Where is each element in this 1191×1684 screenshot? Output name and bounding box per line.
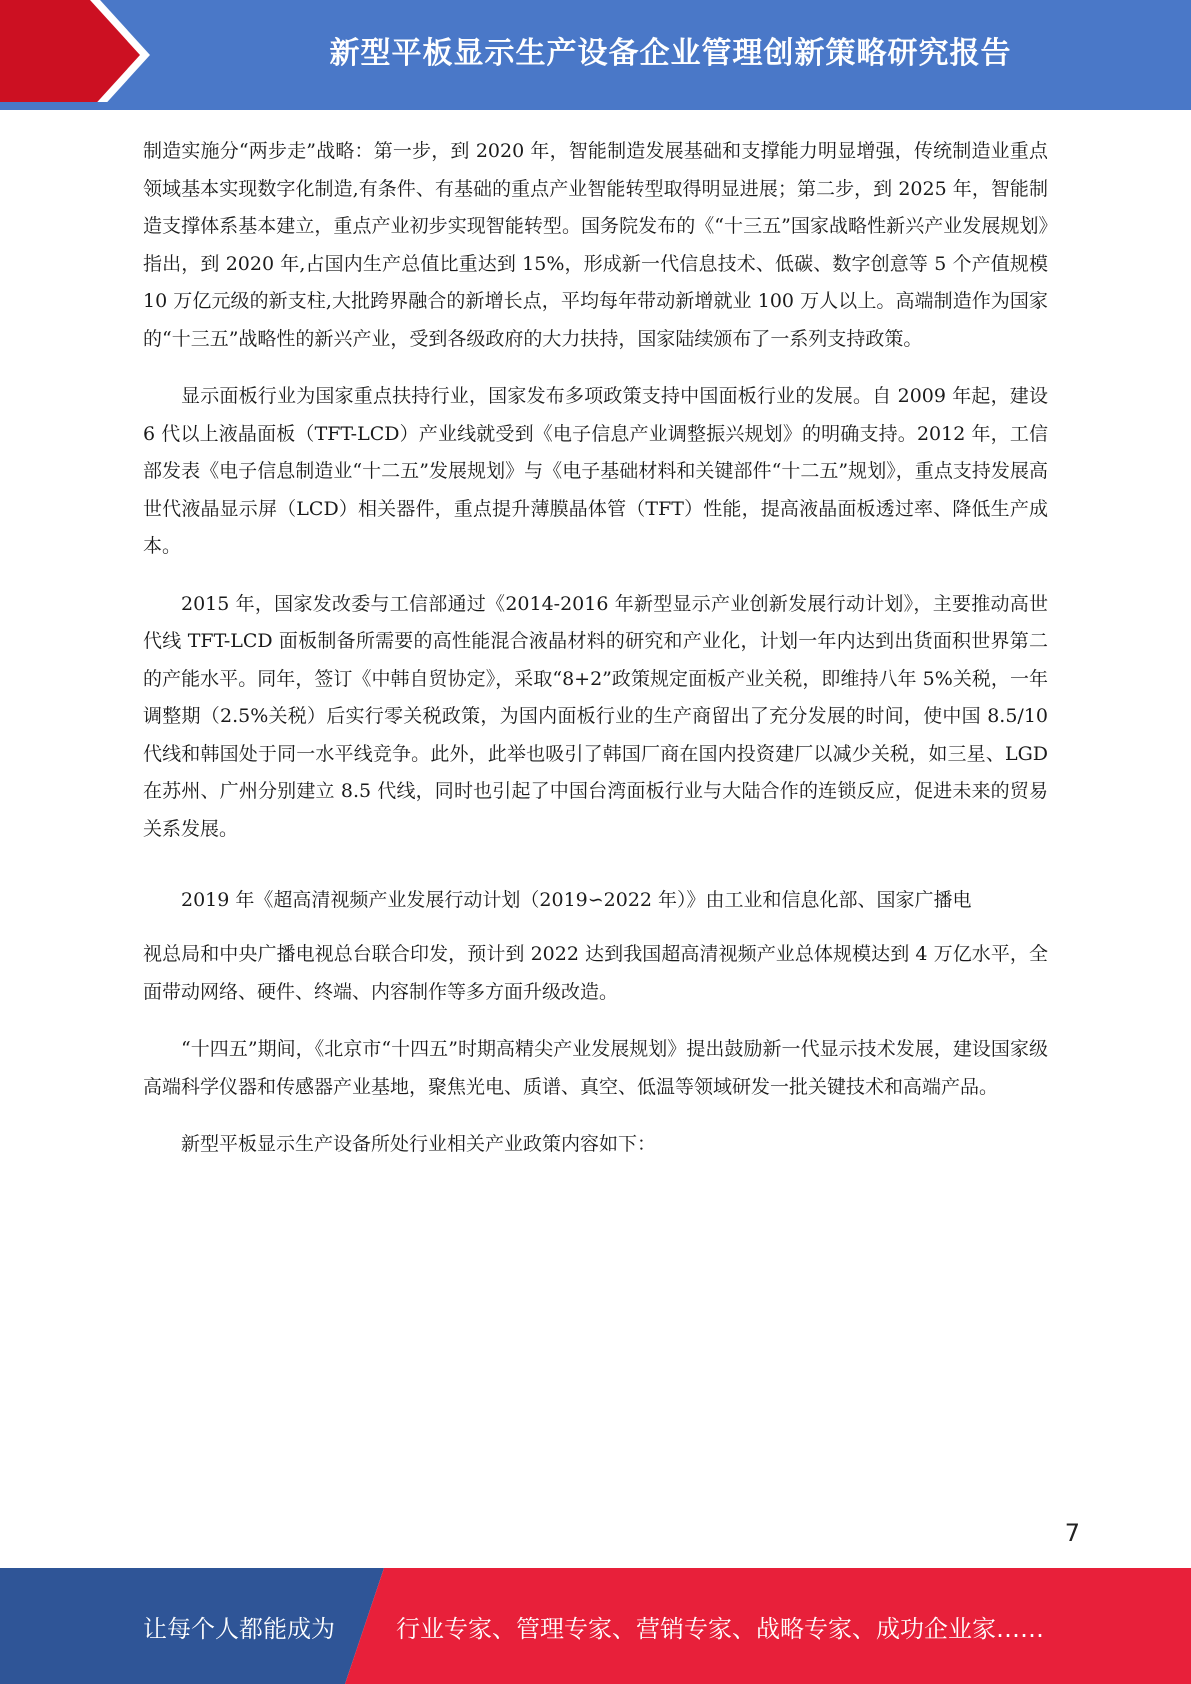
paragraph-display-panel-support: 显示面板行业为国家重点扶持行业，国家发布多项政策支持中国面板行业的发展。自 2009 年起，建设 6 代以上液晶面板（TFT-LCD）产业线就受到《电子信息产业调整振兴规划》的明确支持。2012 年，工信部发表《电子信息制造业“十二五”发展规划》与《电子基础材料和关键部件“十二五”规划》，重点支持发展高世代液晶显示屏（LCD）相关器件，重点提升薄膜晶体管（TFT）性能，提高液晶面板透过率、降低生产成本。 — [143, 385, 1048, 557]
footer-slogan-left: 让每个人都能成为 — [143, 1614, 335, 1643]
footer-banner — [0, 1568, 1191, 1684]
paragraph-14th-five-year: “十四五”期间，《北京市“十四五”时期高精尖产业发展规划》提出鼓励新一代显示技术发展，建设国家级高端科学仪器和传感器产业基地，聚焦光电、质谱、真空、低温等领域研发一批关键技术和高端产品。 — [143, 1038, 1048, 1098]
header-banner — [0, 0, 1191, 110]
page-number: 7 — [1064, 1519, 1080, 1547]
paragraph-2015-policy: 2015 年，国家发改委与工信部通过《2014-2016 年新型显示产业创新发展行动计划》，主要推动高世代线 TFT-LCD 面板制备所需要的高性能混合液晶材料的研究和产业化，计划一年内达到出货面积世界第二的产能水平。同年，签订《中韩自贸协定》，采取“8+2”政策规定面板产业关税，即维持八年 5%关税，一年调整期（2.5%关税）后实行零关税政策，为国内面板行业的生产商留出了充分发展的时间，使中国 8.5/10 代线和韩国处于同一水平线竞争。此外，此举也吸引了韩国厂商在国内投资建厂以减少关税，如三星、LGD 在苏州、广州分别建立 8.5 代线，同时也引起了中国台湾面板行业与大陆合作的连锁反应，促进未来的贸易关系发展。 — [143, 592, 1048, 840]
paragraph-uhd-video-plan-line1: 2019 年《超高清视频产业发展行动计划（2019∽2022 年）》由工业和信息化部、国家广播电 — [181, 889, 972, 911]
paragraph-uhd-video-plan — [143, 881, 1048, 1011]
paragraph-smart-manufacturing: 制造实施分“两步走”战略：第一步，到 2020 年，智能制造发展基础和支撑能力明显增强，传统制造业重点领域基本实现数字化制造,有条件、有基础的重点产业智能转型取得明显进展；第二步，到 2025 年，智能制造支撑体系基本建立，重点产业初步实现智能转型。国务院发布的《“十三五”国家战略性新兴产业发展规划》指出，到 2020 年,占国内生产总值比重达到 15%，形成新一代信息技术、低碳、数字创意等 5 个产值规模 10 万亿元级的新支柱,大批跨界融合的新增长点，平均每年带动新增就业 100 万人以上。高端制造作为国家的“十三五”战略性的新兴产业，受到各级政府的大力扶持，国家陆续颁布了一系列支持政策。 — [143, 140, 1048, 350]
footer-slogan-right: 行业专家、管理专家、营销专家、战略专家、成功企业家…… — [396, 1614, 1044, 1643]
header-bottom-strip — [0, 102, 1191, 110]
report-title: 新型平板显示生产设备企业管理创新策略研究报告 — [329, 36, 1012, 71]
chevron-red-arrow — [0, 0, 140, 110]
paragraph-policy-intro: 新型平板显示生产设备所处行业相关产业政策内容如下： — [181, 1133, 657, 1155]
paragraph-uhd-video-plan-rest: 视总局和中央广播电视总台联合印发，预计到 2022 达到我国超高清视频产业总体规模达到 4 万亿水平，全面带动网络、硬件、终端、内容制作等多方面升级改造。 — [143, 943, 1048, 1003]
document-body — [143, 133, 1048, 1164]
